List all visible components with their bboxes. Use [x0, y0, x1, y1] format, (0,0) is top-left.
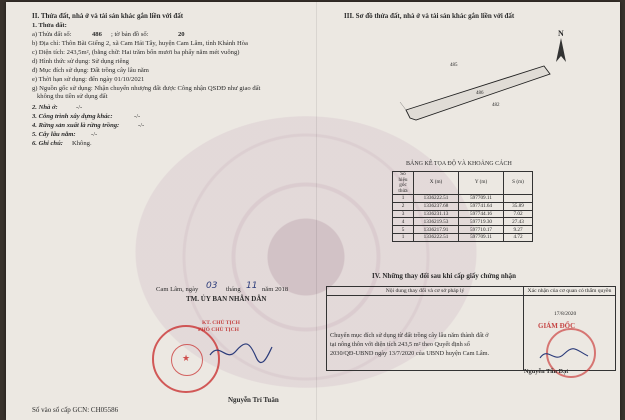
coord-header-s: S (m): [504, 172, 533, 195]
coord-cell: 4: [393, 218, 414, 226]
official-seal-left: ★: [152, 325, 220, 393]
certificate-number: Số vào sổ cấp GCN: CH05586: [32, 406, 119, 414]
coord-cell: 1336222.51: [414, 195, 459, 203]
perennial-trees-label: 5. Cây lâu năm:: [32, 131, 76, 138]
table-row: [393, 233, 533, 241]
coordinate-table: [392, 171, 533, 242]
coord-cell: 1: [393, 233, 414, 241]
notes-label: 6. Ghi chú:: [32, 140, 63, 147]
coord-cell: 5: [393, 226, 414, 234]
parcel-label-482: 482: [492, 103, 500, 108]
north-label: N: [558, 29, 564, 38]
confirm-date: 17/8/2020: [554, 311, 577, 317]
use-origin-line1: g) Nguồn gốc sử dụng: Nhận chuyển nhượng đất được Công nhận QSDĐ như giao đất: [32, 85, 261, 92]
issue-month: 11: [246, 281, 258, 291]
coord-header-corner: Số hiệu góc thửa: [393, 172, 414, 195]
coord-cell: 1336217.91: [414, 226, 459, 234]
map-sheet-value: 20: [178, 31, 185, 38]
issue-month-label: tháng: [226, 286, 241, 293]
coord-cell: 9.27: [504, 226, 533, 234]
coord-cell: 597744.16: [459, 210, 504, 218]
coord-cell: 27.43: [504, 218, 533, 226]
coord-cell: 1336231.13: [414, 210, 459, 218]
coord-cell: 35.89: [504, 202, 533, 210]
coord-cell: 2: [393, 202, 414, 210]
table-row: [393, 202, 533, 210]
table-header-row: [393, 172, 533, 195]
use-term: e) Thời hạn sử dụng: đến ngày 01/10/2021: [32, 76, 145, 83]
coord-cell: 597741.64: [459, 202, 504, 210]
area: c) Diện tích: 243,5m², (bằng chữ: Hai trăm bốn mươi ba phẩy năm mét vuông): [32, 49, 240, 56]
coord-cell: 4.72: [504, 233, 533, 241]
notes-value: Không.: [72, 140, 92, 147]
coord-cell: 1: [393, 195, 414, 203]
other-construction-label: 3. Công trình xây dựng khác:: [32, 113, 113, 120]
address: b) Địa chỉ: Thôn Bãi Giếng 2, xã Cam Hải Tây, huyện Cam Lâm, tỉnh Khánh Hòa: [32, 40, 248, 47]
issue-place-date: Cam Lâm, ngày: [156, 286, 199, 293]
parcel-label-486: 486: [476, 91, 484, 96]
director-title: GIÁM ĐỐC: [538, 322, 576, 330]
item-1-title: 1. Thửa đất:: [32, 22, 67, 29]
house-label: 2. Nhà ở:: [32, 104, 58, 111]
use-form: d) Hình thức sử dụng: Sử dụng riêng: [32, 58, 129, 65]
other-construction-value: -/-: [134, 113, 141, 120]
issue-year: năm 2018: [262, 286, 289, 293]
coord-cell: 597709.11: [459, 195, 504, 203]
change-text-line1: Chuyển mục đích sử dụng từ đất trồng cây lâu năm thành đất ở: [330, 332, 489, 339]
section-iv-title: IV. Những thay đổi sau khi cấp giấy chứng nhận: [372, 272, 517, 280]
map-sheet-label: ; tờ bản đồ số:: [111, 31, 149, 38]
perennial-trees-value: -/-: [91, 131, 98, 138]
table-row: [393, 226, 533, 234]
issue-day: 03: [206, 281, 218, 291]
coord-cell: 597719.30: [459, 218, 504, 226]
coord-cell: 1336237.68: [414, 202, 459, 210]
change-text-line2: tại nông thôn với diện tích 243,5 m² theo Quyết định số: [330, 341, 470, 348]
coord-cell: 3: [393, 210, 414, 218]
change-text-line3: 2030/QĐ-UBND ngày 13/7/2020 của UBND huyện Cam Lâm.: [330, 350, 490, 357]
parcel-number-label: a) Thửa đất số:: [32, 31, 72, 38]
vice-chair-kt: KT. CHỦ TỊCH: [202, 320, 240, 326]
coord-table-title: BẢNG KÊ TỌA ĐỘ VÀ KHOẢNG CÁCH: [406, 161, 512, 167]
use-origin-line2: không thu tiền sử dụng đất: [37, 93, 108, 100]
house-value: -/-: [76, 104, 83, 111]
changes-header-confirm: Xác nhận của cơ quan có thẩm quyền: [524, 287, 616, 296]
signer-name: Nguyễn Trí Tuân: [228, 396, 279, 404]
parcel-label-485: 485: [450, 63, 458, 68]
coord-cell: 597709.11: [459, 233, 504, 241]
coord-cell: 7.02: [504, 210, 533, 218]
coord-header-y: Y (m): [459, 172, 504, 195]
table-row: [393, 218, 533, 226]
page-fold: [316, 2, 317, 420]
coord-cell: [504, 195, 533, 203]
section-ii-title: II. Thửa đất, nhà ở và tài sản khác gắn liền với đất: [32, 12, 184, 20]
signature-right: [536, 342, 596, 366]
table-header-row: [327, 287, 616, 296]
authority: TM. ỦY BAN NHÂN DÂN: [186, 295, 267, 303]
coord-cell: 597710.17: [459, 226, 504, 234]
table-row: [393, 210, 533, 218]
changes-header-content: Nội dung thay đổi và cơ sở pháp lý: [327, 287, 524, 296]
use-purpose: đ) Mục đích sử dụng: Đất trồng cây lâu năm: [32, 67, 149, 74]
section-iii-title: III. Sơ đồ thửa đất, nhà ở và tài sản khác gắn liền với đất: [344, 12, 515, 20]
confirm-signer: Nguyễn Tấn Đạt: [524, 368, 569, 375]
coord-header-x: X (m): [414, 172, 459, 195]
signature-left: [206, 337, 276, 367]
table-row: [393, 195, 533, 203]
forest-value: -/-: [138, 122, 145, 129]
coord-cell: 1336219.53: [414, 218, 459, 226]
certificate-page: [6, 2, 620, 420]
coord-cell: 1336222.51: [414, 233, 459, 241]
vice-chair-title: PHÓ CHỦ TỊCH: [198, 327, 239, 333]
parcel-number-value: 486: [92, 31, 102, 38]
forest-label: 4. Rừng sản xuất là rừng trồng:: [32, 122, 120, 129]
